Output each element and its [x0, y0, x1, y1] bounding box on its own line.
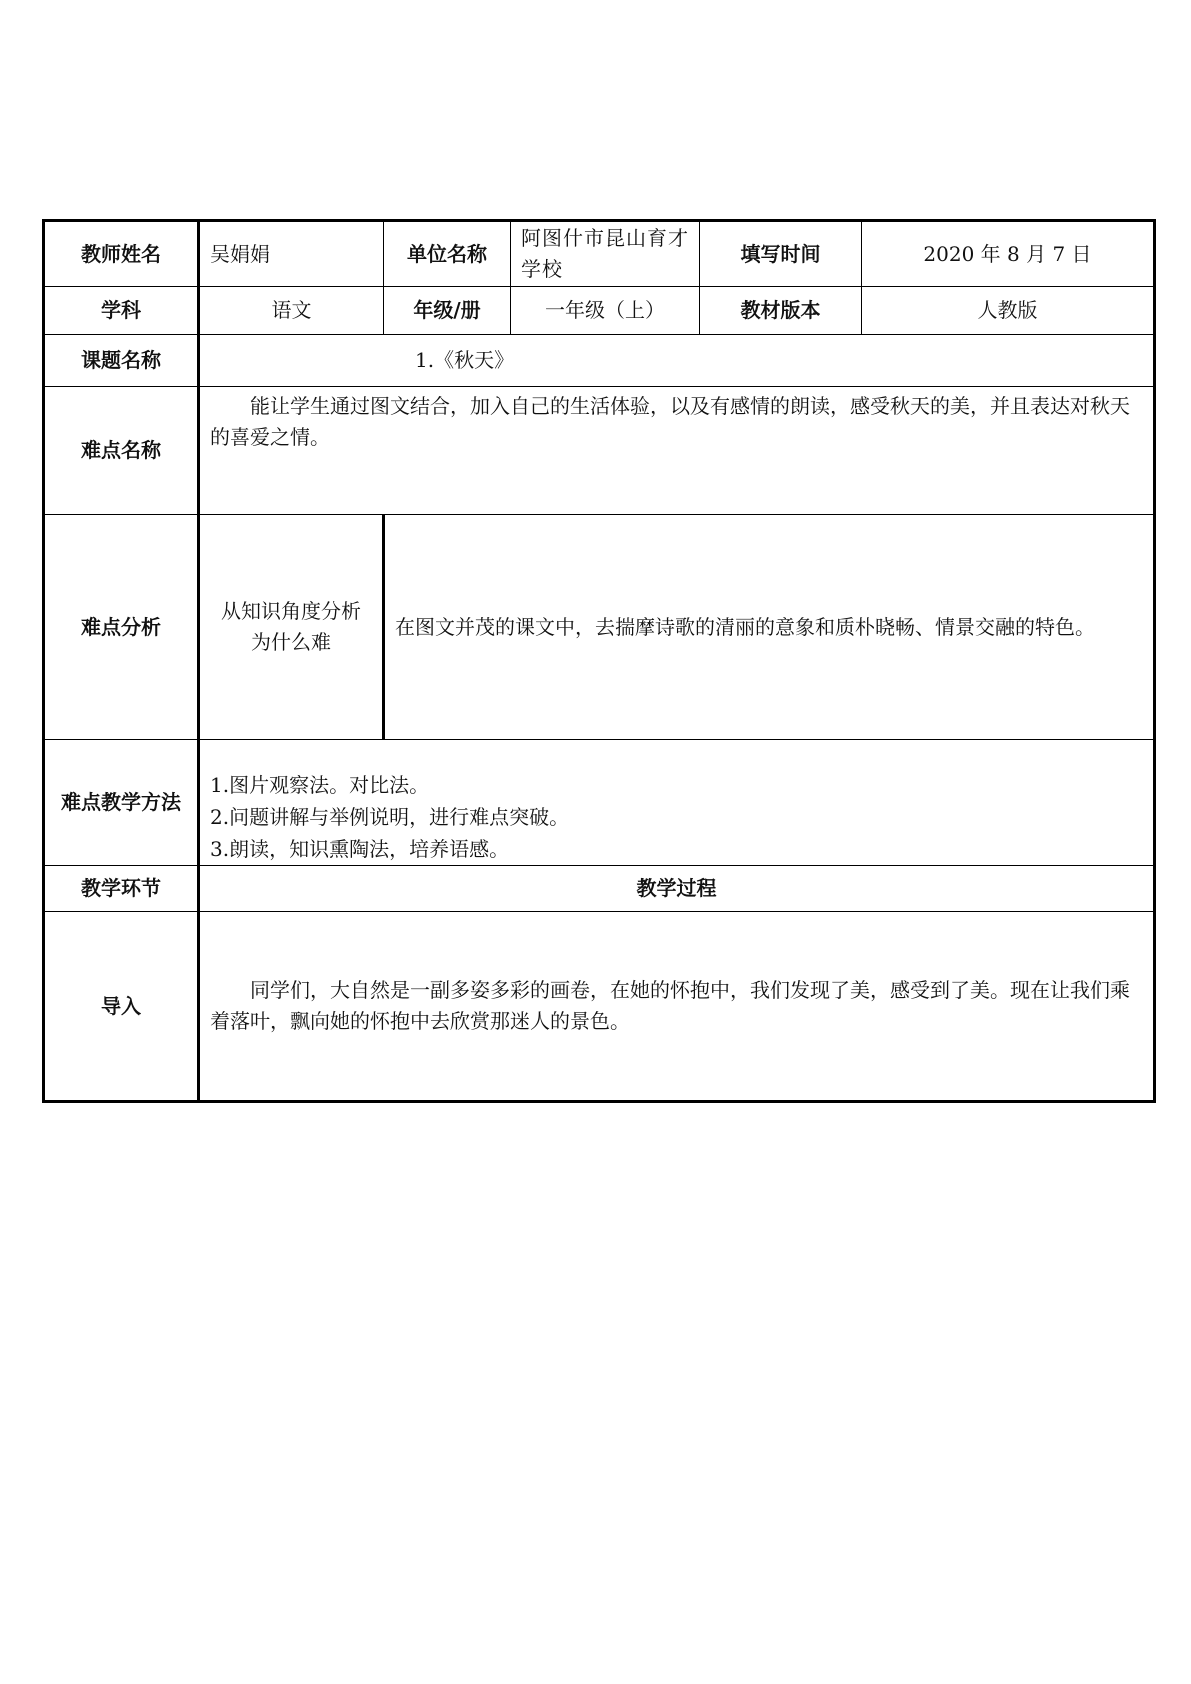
analysis-value: 在图文并茂的课文中，去揣摩诗歌的清丽的意象和质朴晓畅、情景交融的特色。 [384, 515, 1155, 740]
teacher-name-value: 吴娟娟 [199, 221, 384, 287]
fill-time-label: 填写时间 [700, 221, 862, 287]
method-label: 难点教学方法 [44, 740, 199, 866]
subject-value: 语文 [199, 287, 384, 335]
lesson-label: 课题名称 [44, 335, 199, 387]
row-header [44, 866, 1155, 912]
row-difficulty [44, 387, 1155, 515]
grade-value: 一年级（上） [511, 287, 700, 335]
lesson-text: 1.《秋天》 [415, 348, 515, 372]
lesson-value [199, 335, 1155, 387]
textbook-label: 教材版本 [700, 287, 862, 335]
process-label: 教学过程 [199, 866, 1155, 912]
unit-label: 单位名称 [384, 221, 511, 287]
row-teacher [44, 221, 1155, 287]
subject-label: 学科 [44, 287, 199, 335]
lesson-plan-table [42, 219, 1156, 1103]
row-method [44, 740, 1155, 866]
analysis-label: 难点分析 [44, 515, 199, 740]
unit-value: 阿图什市昆山育才学校 [511, 221, 700, 287]
analysis-sub-label: 从知识角度分析为什么难 [199, 515, 384, 740]
intro-label: 导入 [44, 912, 199, 1102]
row-subject [44, 287, 1155, 335]
stage-label: 教学环节 [44, 866, 199, 912]
textbook-value: 人教版 [862, 287, 1155, 335]
method-item: 3.朗读，知识熏陶法，培养语感。 [210, 837, 510, 861]
difficulty-value: 能让学生通过图文结合，加入自己的生活体验，以及有感情的朗读，感受秋天的美，并且表达对秋天的喜爱之情。 [199, 387, 1155, 515]
method-item: 2.问题讲解与举例说明，进行难点突破。 [210, 805, 570, 829]
difficulty-label: 难点名称 [44, 387, 199, 515]
row-analysis [44, 515, 1155, 740]
teacher-name-label: 教师姓名 [44, 221, 199, 287]
method-item: 1.图片观察法。对比法。 [210, 773, 430, 797]
row-intro [44, 912, 1155, 1102]
method-list [199, 740, 1155, 866]
row-lesson [44, 335, 1155, 387]
fill-time-value: 2020 年 8 月 7 日 [862, 221, 1155, 287]
grade-label: 年级/册 [384, 287, 511, 335]
intro-value: 同学们，大自然是一副多姿多彩的画卷，在她的怀抱中，我们发现了美，感受到了美。现在让我们乘着落叶，飘向她的怀抱中去欣赏那迷人的景色。 [199, 912, 1155, 1102]
